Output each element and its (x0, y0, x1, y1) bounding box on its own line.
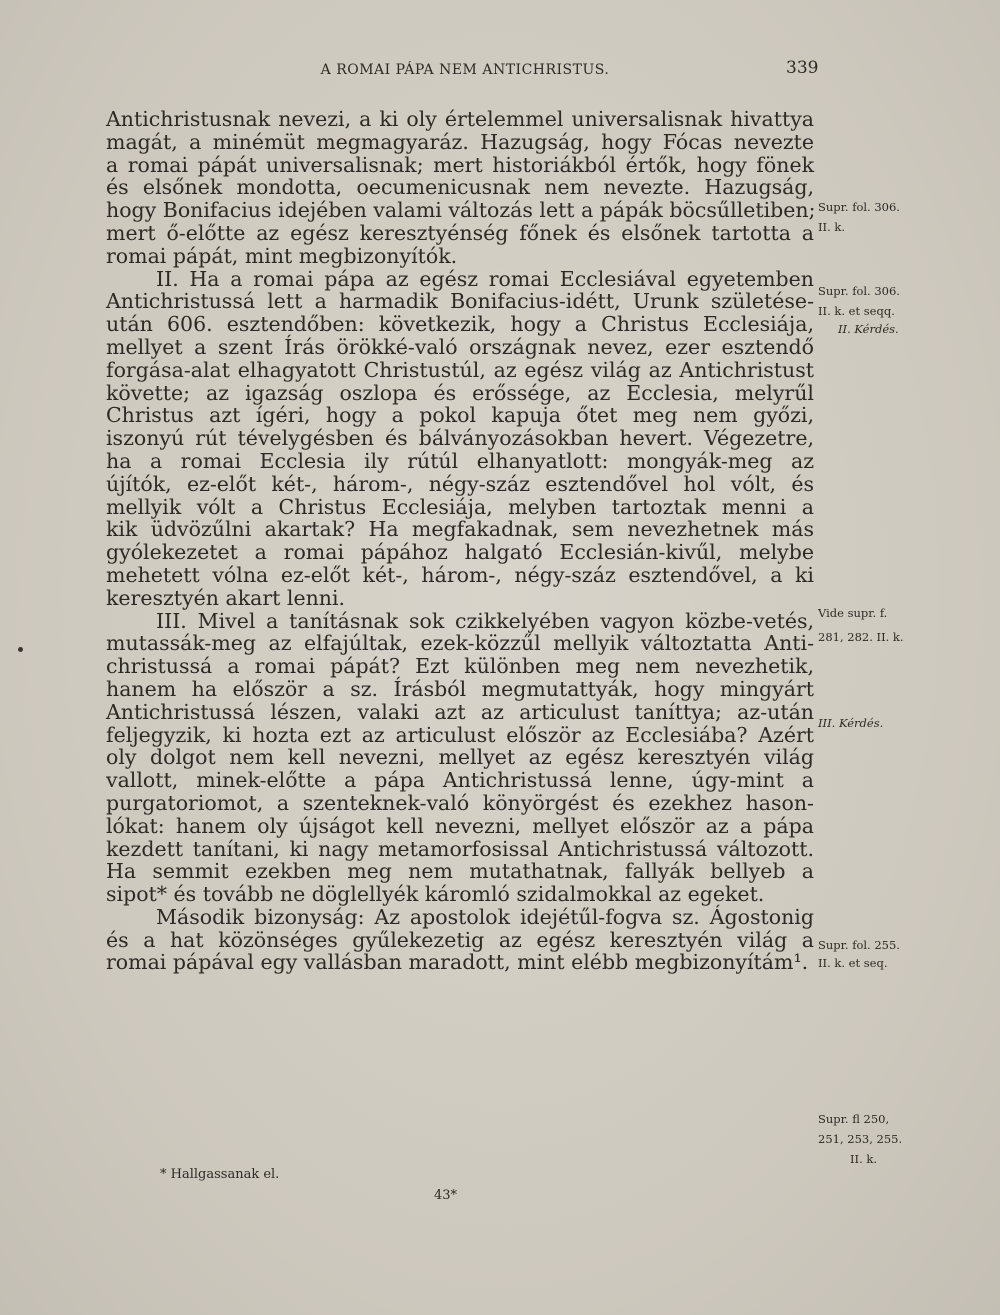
text-line: Második bizonyság: Az apostolok idejétűl-fogva sz. Ágostonig (156, 904, 814, 929)
footnote: * Hallgassanak el. (160, 1167, 280, 1182)
text-line: mellyik vólt a Christus Ecclesiája, melyben tartoztak menni a (106, 494, 814, 519)
text-line: kezdett tanítani, ki nagy metamorfosissal Antichristussá változott. (106, 836, 814, 861)
running-header: A ROMAI PÁPA NEM ANTICHRISTUS. (320, 62, 610, 78)
text-line: mellyet a szent Írás örökké-való országnak nevez, ezer esztendő (106, 334, 814, 359)
margin-note: II. k. (818, 220, 846, 234)
margin-note: 251, 253, 255. (818, 1132, 903, 1146)
text-line: újítók, ez-előt két-, három-, négy-száz esztendővel hol vólt, és (106, 471, 814, 496)
margin-note: II. k. et seqq. (818, 304, 895, 318)
text-line: Antichristussá lett a harmadik Bonifacius-idétt, Urunk születése- (106, 289, 814, 314)
text-line: mert ő-előtte az egész keresztyénség főnek és elsőnek tartotta a (106, 220, 814, 245)
margin-note: Supr. fol. 306. (818, 284, 900, 298)
text-line: vallott, minek-előtte a pápa Antichristussá lenne, úgy-mint a (106, 768, 814, 793)
text-line: magát, a minémüt megmagyaráz. Hazugság, hogy Fócas nevezte (106, 129, 814, 154)
text-line: Antichristussá lészen, valaki azt az articulust taníttya; az-után (106, 699, 814, 724)
text-line: forgása-alat elhagyatott Christustúl, az egész világ az Antichristust (106, 357, 814, 382)
text-line: ha a romai Ecclesia ily rútúl elhanyatlott: mongyák-meg az (106, 448, 814, 473)
text-line: gyólekezetet a romai pápához halgató Ecclesián-kivűl, melybe (106, 540, 814, 565)
margin-note: 281, 282. II. k. (818, 630, 904, 644)
margin-note: Supr. fol. 255. (818, 938, 900, 952)
body-text (106, 108, 814, 974)
text-line: Ha semmit ezekben meg nem mutathatnak, fallyák bellyeb a (106, 859, 814, 884)
margin-note: Supr. fl 250, (818, 1112, 890, 1126)
margin-note: II. k. et seq. (818, 956, 888, 970)
text-line: oly dolgot nem kell nevezni, mellyet az egész keresztyén világ (106, 745, 814, 770)
page-number: 339 (786, 58, 819, 78)
text-line: követte; az igazság oszlopa és erőssége, az Ecclesia, melyrűl (106, 380, 814, 405)
text-line: mehetett vólna ez-előt két-, három-, négy-száz esztendővel, a ki (106, 562, 814, 587)
margin-note: II. k. (850, 1152, 878, 1166)
text-line: kik üdvözűlni akartak? Ha megfakadnak, sem nevezhetnek más (106, 517, 814, 542)
text-line: után 606. esztendőben: következik, hogy a Christus Ecclesiája, (106, 312, 814, 337)
text-line: hogy Bonifacius idejében valami változás lett a pápák böcsűlletiben; (106, 198, 816, 223)
margin-note: Supr. fol. 306. (818, 200, 900, 214)
ink-speck (18, 647, 23, 652)
text-line: és a hat közönséges gyűlekezetig az egész keresztyén világ a (106, 927, 814, 952)
text-line: romai pápát, mint megbizonyítók. (106, 243, 458, 268)
text-line: Antichristusnak nevezi, a ki oly értelemmel universalisnak hivattya (106, 107, 814, 131)
margin-note: Vide supr. f. (818, 606, 888, 620)
text-line: keresztyén akart lenni. (106, 585, 346, 610)
text-line: feljegyzik, ki hozta ezt az articulust először az Ecclesiába? Azért (106, 722, 814, 747)
text-line: III. Mivel a tanításnak sok czikkelyében vagyon közbe-vetés, (156, 608, 814, 633)
text-line: a romai pápát universalisnak; mert historiákból értők, hogy fönek (106, 152, 814, 177)
text-line: II. Ha a romai pápa az egész romai Ecclesiával egyetemben (156, 266, 814, 291)
text-line: sipot* és tovább ne döglellyék káromló szidalmokkal az egeket. (106, 882, 765, 907)
text-line: christussá a romai pápát? Ezt különben meg nem nevezhetik, (106, 654, 814, 679)
text-line: és elsőnek mondotta, oecumenicusnak nem nevezte. Hazugság, (106, 175, 814, 200)
text-line: Christus azt ígéri, hogy a pokol kapuja őtet meg nem győzi, (106, 403, 814, 428)
text-line: hanem ha először a sz. Írásból megmutattyák, hogy mingyárt (106, 676, 814, 701)
text-line: mutassák-meg az elfajúltak, ezek-közzűl mellyik változtatta Anti- (106, 631, 814, 656)
margin-note: III. Kérdés. (818, 716, 884, 730)
text-line: romai pápával egy vallásban maradott, mint elébb megbizonyítám¹. (106, 950, 809, 975)
signature-mark: 43* (434, 1188, 458, 1203)
text-line: lókat: hanem oly újságot kell nevezni, mellyet először az a pápa (106, 813, 814, 838)
text-line: iszonyú rút tévelygésben és bálványozásokban hevert. Végezetre, (106, 426, 814, 451)
text-line: purgatoriomot, a szenteknek-való könyörgést és ezekhez hason- (106, 790, 814, 815)
margin-note: II. Kérdés. (838, 322, 899, 336)
